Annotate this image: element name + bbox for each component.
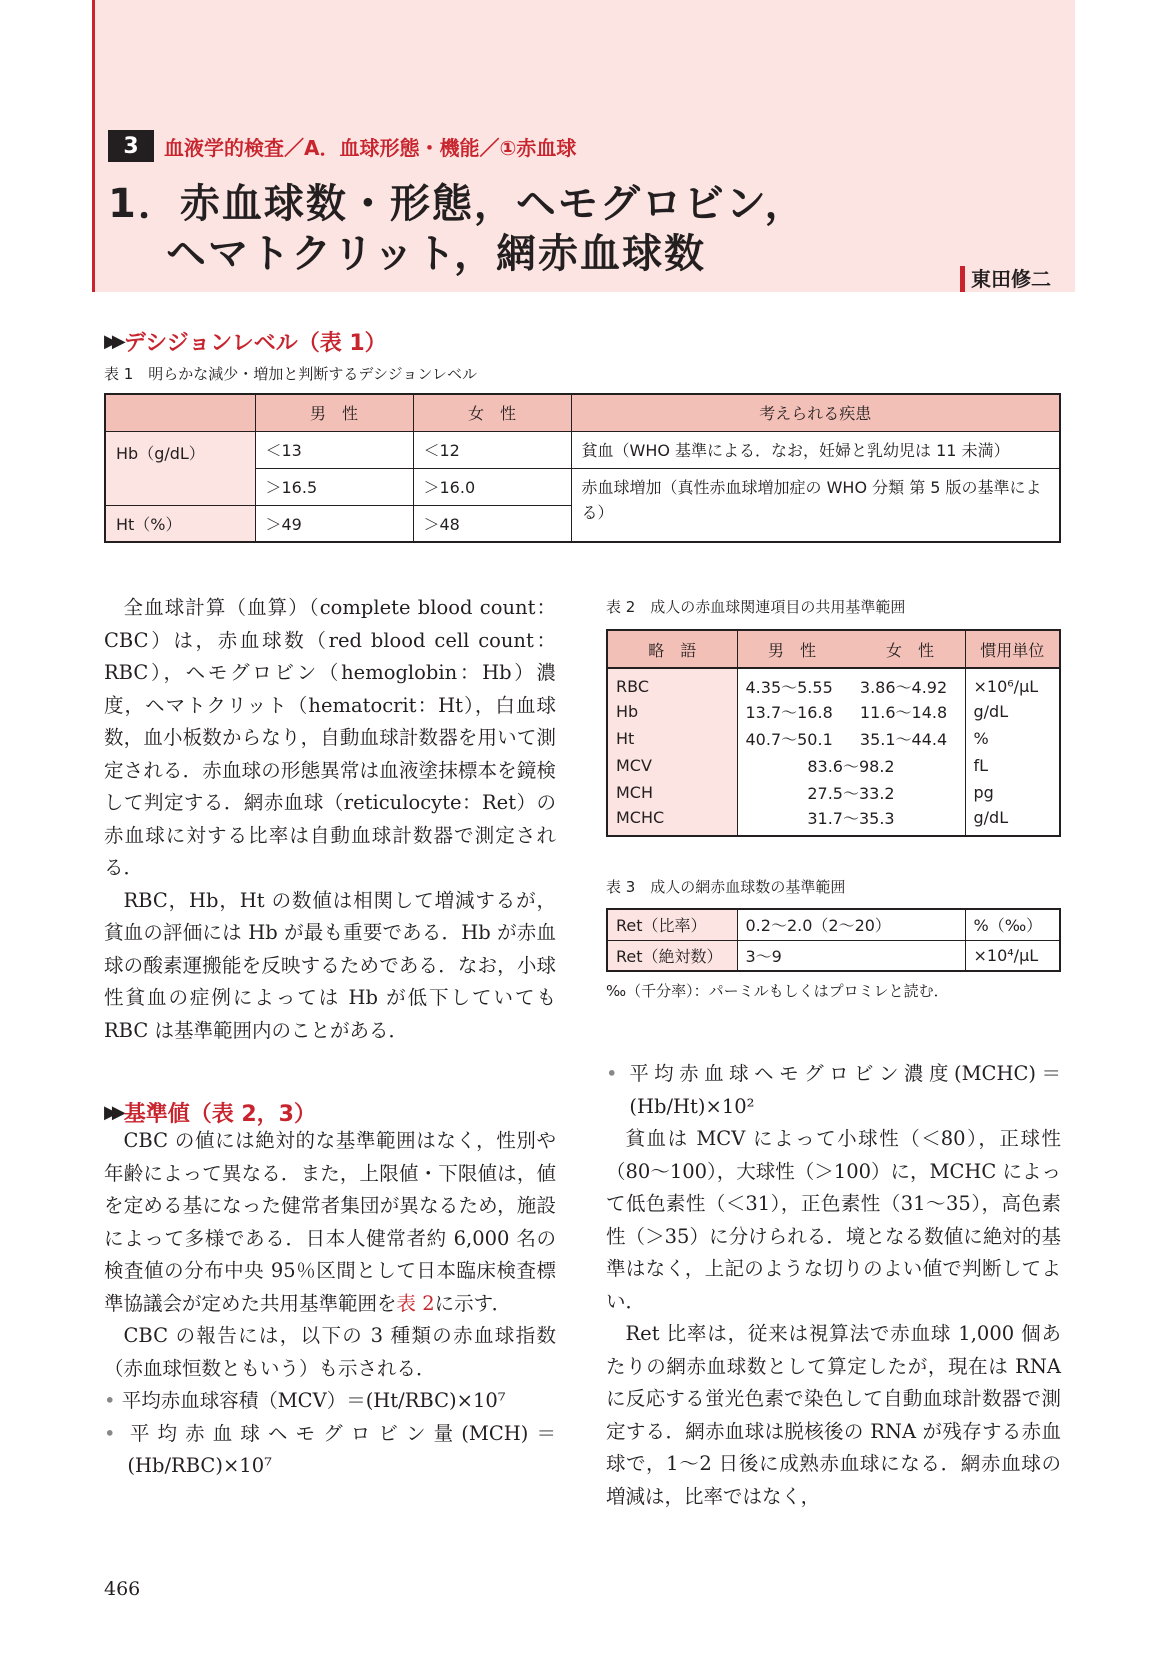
table-cell: MCV <box>607 752 737 779</box>
left-column-text-1 <box>104 592 556 1047</box>
list-item <box>104 1385 556 1418</box>
table-header: 略 語 <box>607 630 737 668</box>
page-title-line1: 1．赤血球数・形態，ヘモグロビン， <box>108 181 807 227</box>
list-item-text: 平均赤血球ヘモグロビン濃度(MCHC)＝(Hb/Ht)×10² <box>629 1062 1061 1118</box>
bullet-icon: • <box>606 1062 618 1085</box>
table-cell: 貧血（WHO 基準による．なお，妊婦と乳幼児は 11 未満） <box>571 431 1060 468</box>
table-cell: 3～9 <box>745 946 782 966</box>
page-number: 466 <box>104 1578 141 1600</box>
heading-reference-text: 基準値（表 2，3） <box>123 1102 316 1127</box>
table-row <box>607 630 1060 668</box>
table-cell: g/dL <box>965 806 1060 836</box>
table-cell: %（‰） <box>965 909 1060 940</box>
table-cell: 83.6～98.2 <box>807 757 895 776</box>
reference-table-ret <box>606 908 1061 972</box>
table1-caption: 表 1 明らかな減少・増加と判断するデシジョンレベル <box>104 365 477 383</box>
right-column-text <box>606 1058 1061 1513</box>
table-cell: 40.7～50.1 <box>745 730 833 749</box>
table-row <box>607 725 1060 752</box>
table-cell: 27.5～33.2 <box>807 784 895 803</box>
table-header: 慣用単位 <box>965 630 1060 668</box>
table-cell: ×10⁴/μL <box>965 940 1060 971</box>
paragraph-text: CBC の値には絶対的な基準範囲はなく，性別や年齢によって異なる．また，上限値・下限値は，値を定める基になった健常者集団が異なるため，施設によって多様である．日本人健常者約 6,000 名の検査値の分布中央 95％区間として日本臨床検査標準協議会が定めた共用基準範囲を <box>104 1129 556 1315</box>
table-cell: ＞48 <box>413 505 571 542</box>
table-header: 考えられる疾患 <box>571 394 1060 431</box>
section-tag <box>108 130 576 162</box>
table-cell: ＜13 <box>255 431 413 468</box>
heading-reference-values <box>104 1097 316 1128</box>
table-cell: Ret（絶対数） <box>607 940 737 971</box>
bullet-icon: • <box>104 1389 116 1412</box>
table-cell: pg <box>965 779 1060 806</box>
table-header <box>737 630 965 668</box>
paragraph-text: に示す． <box>434 1291 512 1315</box>
table-cell: 4.35～5.55 <box>745 678 833 697</box>
row-label-ht: Ht（%） <box>105 505 255 542</box>
heading-decision-level <box>104 326 387 357</box>
table-cell: 3.86～4.92 <box>859 678 948 697</box>
table-cell: MCHC <box>607 806 737 836</box>
double-arrow-icon: ▶▶ <box>104 1102 120 1123</box>
header-male: 男 性 <box>767 640 816 660</box>
table-row <box>607 779 1060 806</box>
section-number: 3 <box>108 130 154 162</box>
paragraph: RBC，Hb，Ht の数値は相関して増減するが，貧血の評価には Hb が最も重要である．Hb が赤血球の酸素運搬能を反映するためである．なお，小球性貧血の症例によっては Hb が低下していても RBC は基準範囲内のことがある． <box>104 888 556 1042</box>
table-cell: ＜12 <box>413 431 571 468</box>
table-cell: % <box>965 725 1060 752</box>
table-row <box>607 940 1060 971</box>
table-cell: RBC <box>607 668 737 698</box>
table-header <box>105 394 255 431</box>
section-path: 血液学的検査／A．血球形態・機能／①赤血球 <box>164 135 577 160</box>
paragraph: 貧血は MCV によって小球性（＜80），正球性（80～100），大球性（＞100）に，MCHC によって低色素性（＜31），正色素性（31～35），高色素性（＞35）に分けられる．境となる数値に絶対的基準はなく，上記のような切りのよい値で判断してよい． <box>606 1127 1062 1313</box>
list-item <box>606 1058 1061 1123</box>
table-row <box>607 909 1060 940</box>
table-cell: MCH <box>607 779 737 806</box>
row-label-hb: Hb（g/dL） <box>105 431 255 505</box>
table3-note: ‰（千分率）：パーミルもしくはプロミレと読む． <box>606 982 949 1000</box>
table-cell: Ht <box>607 725 737 752</box>
table2-link[interactable]: 表 2 <box>396 1291 435 1315</box>
table3-caption: 表 3 成人の網赤血球数の基準範囲 <box>606 878 846 896</box>
table-cell: 31.7～35.3 <box>807 809 895 828</box>
list-item-text: 平均赤血球容積（MCV）＝(Ht/RBC)×10⁷ <box>121 1389 506 1412</box>
table-row <box>607 668 1060 698</box>
table-cell: 13.7～16.8 <box>745 703 833 722</box>
table-row <box>105 431 1060 468</box>
table-cell: g/dL <box>965 698 1060 725</box>
left-column-text-2 <box>104 1125 556 1483</box>
table-cell: Hb <box>607 698 737 725</box>
double-arrow-icon: ▶▶ <box>104 331 120 352</box>
header-rule <box>92 0 95 292</box>
table-cell: Ret（比率） <box>607 909 737 940</box>
list-item <box>104 1418 556 1483</box>
header-female: 女 性 <box>886 640 935 660</box>
table-header: 男 性 <box>255 394 413 431</box>
table-row <box>607 806 1060 836</box>
author: 東田修二 <box>960 266 1051 292</box>
table-cell: ＞16.0 <box>413 468 571 505</box>
heading-decision-text: デシジョンレベル（表 1） <box>123 331 387 356</box>
table-row <box>607 698 1060 725</box>
paragraph <box>104 1125 556 1320</box>
table-row <box>105 394 1060 431</box>
table-cell: ×10⁶/μL <box>965 668 1060 698</box>
table-cell: fL <box>965 752 1060 779</box>
paragraph: CBC の報告には，以下の 3 種類の赤血球指数（赤血球恒数ともいう）も示される． <box>104 1324 556 1380</box>
bullet-icon: • <box>104 1421 116 1445</box>
reference-table-rbc <box>606 629 1061 837</box>
table-header: 女 性 <box>413 394 571 431</box>
table-cell: 35.1～44.4 <box>859 730 948 749</box>
decision-table <box>104 393 1061 543</box>
paragraph: 全血球計算（血算）（complete blood count：CBC）は，赤血球数（red blood cell count：RBC），ヘモグロビン（hemoglobin：Hb）濃度，ヘマトクリット（hematocrit：Ht），白血球数，血小板数からなり，自動血球計数器を用いて測定される．赤血球の形態異常は血液塗抹標本を鏡検して判定する．網赤血球（reticulocyte：Ret）の赤血球に対する比率は自動血球計数器で測定される． <box>104 596 556 879</box>
table-cell: ＞49 <box>255 505 413 542</box>
table-row <box>607 752 1060 779</box>
table-cell: 11.6～14.8 <box>859 703 948 722</box>
table2-caption: 表 2 成人の赤血球関連項目の共用基準範囲 <box>606 598 906 616</box>
list-item-text: 平均赤血球ヘモグロビン量(MCH)＝(Hb/RBC)×10⁷ <box>127 1421 557 1477</box>
paragraph: Ret 比率は，従来は視算法で赤血球 1,000 個あたりの網赤血球数として算定したが，現在は RNA に反応する蛍光色素で染色して自動血球計数器で測定する．網赤血球は脱核後の RNA が残存する赤血球で，1～2 日後に成熟赤血球になる．網赤血球の増減は，比率ではなく， <box>606 1322 1061 1508</box>
table-cell: ＞16.5 <box>255 468 413 505</box>
page-title-line2: ヘマトクリット，網赤血球数 <box>166 231 706 277</box>
table-cell: 0.2～2.0（2～20） <box>737 909 965 940</box>
table-cell: 赤血球増加（真性赤血球増加症の WHO 分類 第 5 版の基準による） <box>571 468 1060 542</box>
